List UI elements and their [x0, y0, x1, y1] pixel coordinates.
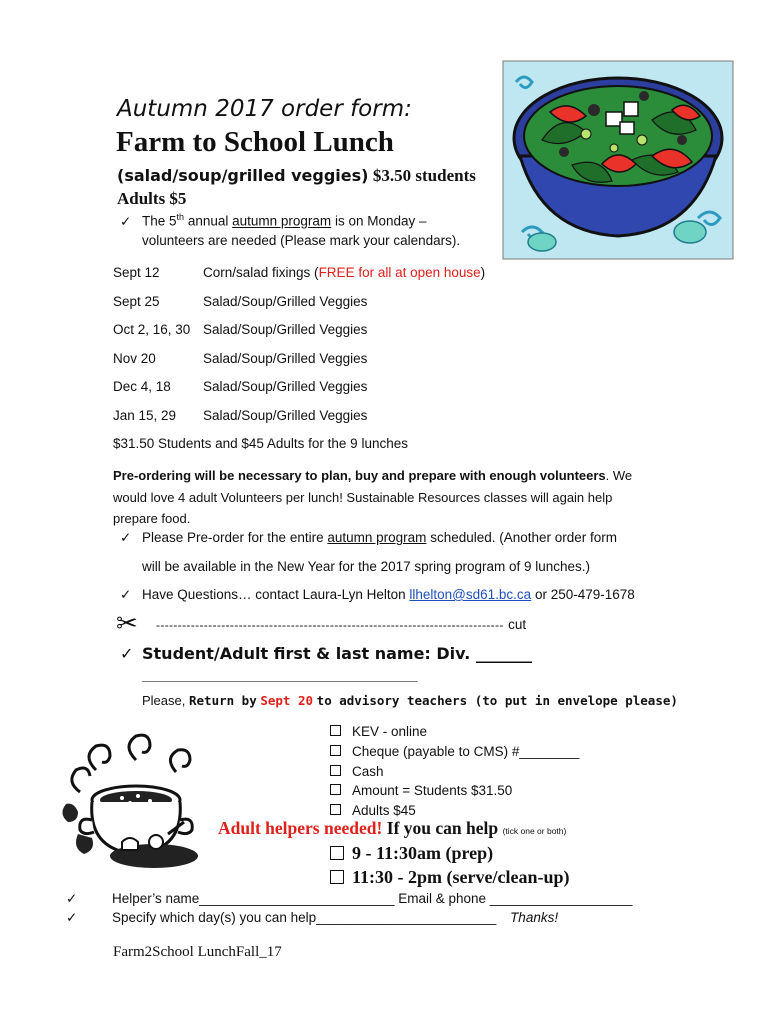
return-instructions: [142, 693, 678, 708]
helper-days-field[interactable]: Specify which day(s) you can help________________________: [112, 910, 497, 925]
payment-options: [330, 722, 579, 821]
email-link[interactable]: llhelton@sd61.bc.ca: [409, 587, 532, 602]
return-rest: to advisory teachers (to put in envelope please): [316, 693, 678, 708]
helpers-heading: [218, 818, 566, 839]
schedule-item: Salad/Soup/Grilled Veggies: [203, 322, 368, 337]
preorder-rest: . We: [605, 468, 633, 483]
cut-dashes: --------------------------------------------------------------------------------: [156, 618, 504, 632]
schedule-item: Salad/Soup/Grilled Veggies: [203, 379, 368, 394]
intro-line-2: volunteers are needed (Please mark your calendars).: [142, 233, 461, 248]
scissors-icon: ✂: [116, 609, 138, 639]
thanks-text: Thanks!: [510, 910, 559, 925]
helper-name-field[interactable]: Helper’s name__________________________ Email & phone ___________________: [112, 891, 633, 906]
ordinal-sup: th: [176, 212, 185, 222]
preorder-line-2: would love 4 adult Volunteers per lunch! Sustainable Resources classes will again help: [113, 489, 613, 505]
payment-option-label: Amount = Students $31.50: [352, 783, 513, 799]
intro-check-item: [120, 212, 427, 230]
helpers-heading-small: (tick one or both): [502, 826, 567, 836]
schedule-row: [113, 265, 613, 294]
checkmark-icon: ✓: [120, 587, 132, 603]
checkbox[interactable]: [330, 725, 341, 736]
student-name-label: Student/Adult first & last name: Div. _______: [142, 644, 532, 663]
contact-text: Have Questions… contact Laura-Lyn Helton: [142, 587, 406, 602]
checkbox[interactable]: [330, 765, 341, 776]
checkmark-icon: ✓: [120, 644, 134, 663]
preorder-check-line-2: will be available in the New Year for the 2017 spring program of 9 lunches.): [142, 559, 591, 574]
payment-option-label: Cash: [352, 763, 384, 779]
price-line: [117, 166, 476, 186]
helper-name-item: [66, 891, 632, 907]
student-name-line: _________________________________: [142, 667, 418, 684]
price-description: (salad/soup/grilled veggies): [117, 166, 369, 185]
intro-text-c: is on Monday –: [334, 213, 427, 229]
contact-check-item: [120, 587, 635, 603]
schedule-item-highlight: FREE for all at open house: [318, 265, 481, 280]
payment-option[interactable]: [330, 742, 579, 762]
schedule-item: Corn/salad fixings (: [203, 265, 319, 280]
schedule-row: [113, 294, 613, 323]
student-price: $3.50 students: [372, 166, 476, 185]
preorder-line-3: prepare food.: [113, 511, 191, 526]
shift-label: 11:30 - 2pm (serve/clean-up): [352, 867, 570, 887]
schedule-row: [113, 408, 613, 437]
schedule-row: [113, 322, 613, 351]
return-please: Please,: [142, 693, 186, 708]
schedule-list: [113, 265, 613, 464]
payment-option-label: KEV - online: [352, 724, 428, 739]
checkmark-icon: ✓: [120, 213, 132, 230]
intro-text: The 5: [142, 213, 177, 229]
preorder-bold: Pre-ordering will be necessary to plan, buy and prepare with enough volunteers: [113, 468, 606, 483]
checkmark-icon: ✓: [66, 910, 78, 926]
return-by: Return by: [189, 693, 257, 708]
name-check-item: [120, 644, 532, 663]
checkmark-icon: ✓: [120, 530, 132, 546]
autumn-program-text: autumn program: [232, 213, 332, 229]
schedule-item: Salad/Soup/Grilled Veggies: [203, 350, 368, 366]
checkbox[interactable]: [330, 745, 341, 756]
payment-option[interactable]: [330, 762, 579, 782]
schedule-row: [113, 379, 613, 408]
order-form-subtitle: Autumn 2017 order form:: [117, 96, 412, 122]
schedule-date: Sept 25: [113, 293, 160, 309]
schedule-date: Oct 2, 16, 30: [113, 322, 191, 337]
footer-label: Farm2School LunchFall_17: [113, 944, 282, 960]
schedule-date: Nov 20: [113, 350, 156, 366]
helpers-heading-black: If you can help: [386, 818, 499, 838]
schedule-row: [113, 351, 613, 380]
checkbox[interactable]: [330, 804, 341, 815]
shift-label: 9 - 11:30am (prep): [352, 843, 494, 863]
salad-bowl-illustration: [502, 60, 734, 260]
soup-pot-illustration: [58, 730, 208, 870]
autumn-program-text: autumn program: [327, 530, 427, 545]
schedule-date: Sept 12: [113, 265, 160, 280]
payment-option[interactable]: [330, 722, 579, 742]
checkbox[interactable]: [330, 870, 344, 884]
preorder-paragraph: [113, 465, 673, 530]
return-date: Sept 20: [260, 693, 314, 708]
total-line: $31.50 Students and $45 Adults for the 9 lunches: [113, 436, 408, 451]
cut-label: cut: [508, 617, 527, 632]
adult-price: Adults $5: [117, 189, 187, 208]
checkmark-icon: ✓: [66, 891, 78, 907]
checkbox[interactable]: [330, 784, 341, 795]
page-title: Farm to School Lunch: [116, 126, 394, 158]
schedule-item: Salad/Soup/Grilled Veggies: [203, 407, 368, 423]
schedule-item: Salad/Soup/Grilled Veggies: [203, 293, 368, 309]
cut-line: [116, 609, 656, 639]
schedule-item-end: ): [480, 265, 486, 280]
payment-option-label: Cheque (payable to CMS) #________: [352, 743, 580, 759]
preorder-check-text-b: scheduled. (Another order form: [430, 530, 618, 545]
schedule-date: Dec 4, 18: [113, 379, 171, 394]
preorder-check-text: Please Pre-order for the entire: [142, 530, 324, 545]
payment-option-label: Adults $45: [352, 803, 416, 819]
payment-option[interactable]: [330, 781, 579, 801]
preorder-check-item: [120, 530, 617, 546]
shift-option-prep[interactable]: [330, 843, 493, 864]
shift-option-serve[interactable]: [330, 867, 569, 888]
preorder-line-1: [113, 465, 673, 487]
intro-text-b: annual: [187, 213, 229, 229]
phone-text: or 250-479-1678: [534, 587, 635, 602]
helper-days-item: [66, 910, 558, 926]
schedule-date: Jan 15, 29: [113, 407, 177, 423]
helpers-heading-red: Adult helpers needed!: [218, 818, 383, 838]
checkbox[interactable]: [330, 846, 344, 860]
